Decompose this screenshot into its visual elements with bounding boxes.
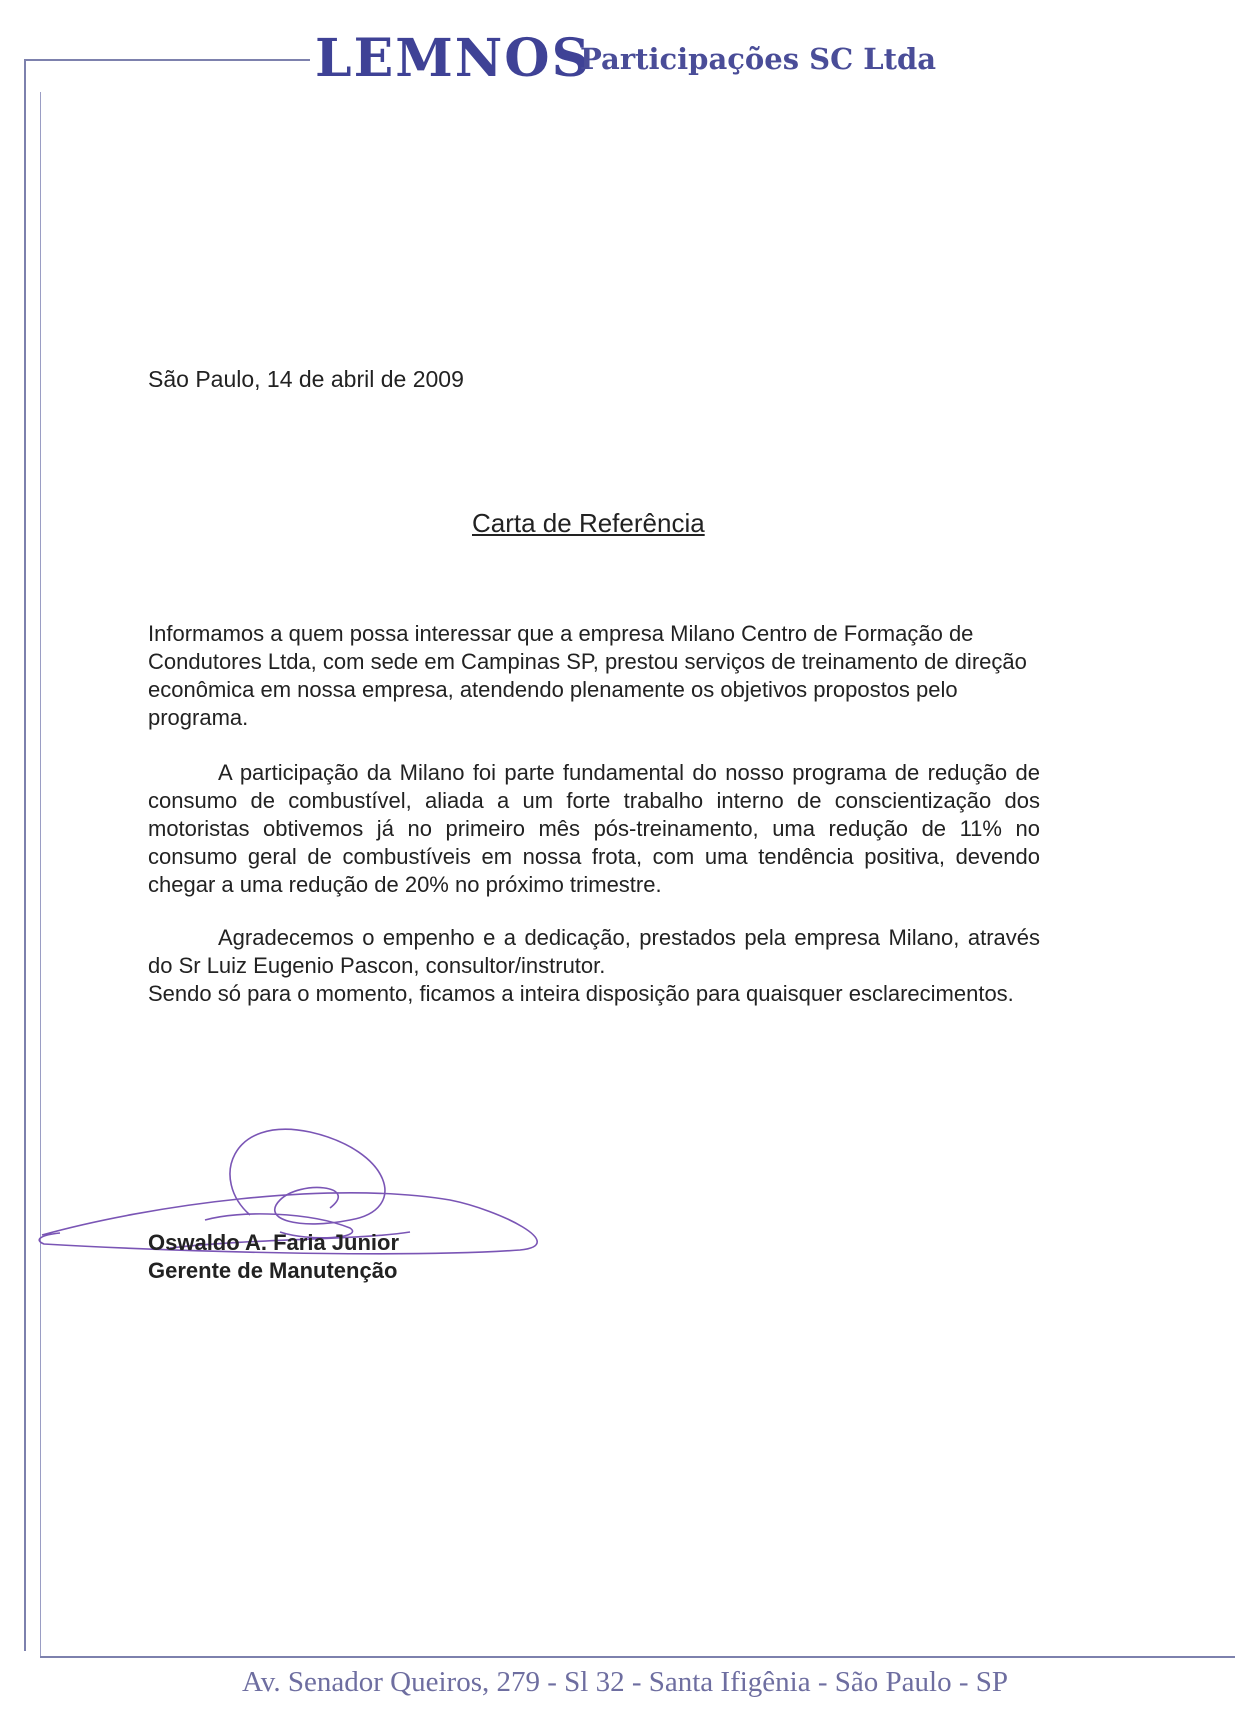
- frame-left-border: [24, 59, 26, 1651]
- letter-title: Carta de Referência: [472, 508, 705, 538]
- letter-paragraph: Agradecemos o empenho e a dedicação, prestados pela empresa Milano, através do Sr Luiz Eugenio Pascon, consultor/instrutor.: [148, 925, 1040, 978]
- letter-paragraph: Sendo só para o momento, ficamos a inteira disposição para quaisquer esclarecimentos.: [148, 981, 1014, 1006]
- company-name: Participações SC Ltda: [580, 42, 937, 76]
- company-logo: LEMNOS: [315, 28, 592, 89]
- signatory-role: Gerente de Manutenção: [148, 1258, 398, 1283]
- signatory-name: Oswaldo A. Faria Junior: [148, 1230, 400, 1255]
- letter-paragraph: A participação da Milano foi parte fundamental do nosso programa de redução de consumo de combustível, aliada a um forte trabalho interno de conscientização dos motoristas obtivemos já no primeiro mês pós-treinamento, uma redução de 11% no consumo geral de combustíveis em nossa frota, com uma tendência positiva, devendo chegar a uma redução de 20% no próximo trimestre.: [148, 760, 1040, 897]
- letter-paragraph: Informamos a quem possa interessar que a empresa Milano Centro de Formação de Condutores Ltda, com sede em Campinas SP, prestou serviços de treinamento de direção econômica em nossa empresa, atendendo plenamente os objetivos propostos pelo programa.: [148, 621, 1027, 730]
- letter-date: São Paulo, 14 de abril de 2009: [148, 366, 464, 392]
- letterhead-rule: [24, 59, 310, 61]
- footer-address: Av. Senador Queiros, 279 - Sl 32 - Santa Ifigênia - São Paulo - SP: [242, 1666, 1008, 1698]
- frame-bottom-border: [40, 1656, 1235, 1658]
- frame-inner-border: [40, 92, 41, 1657]
